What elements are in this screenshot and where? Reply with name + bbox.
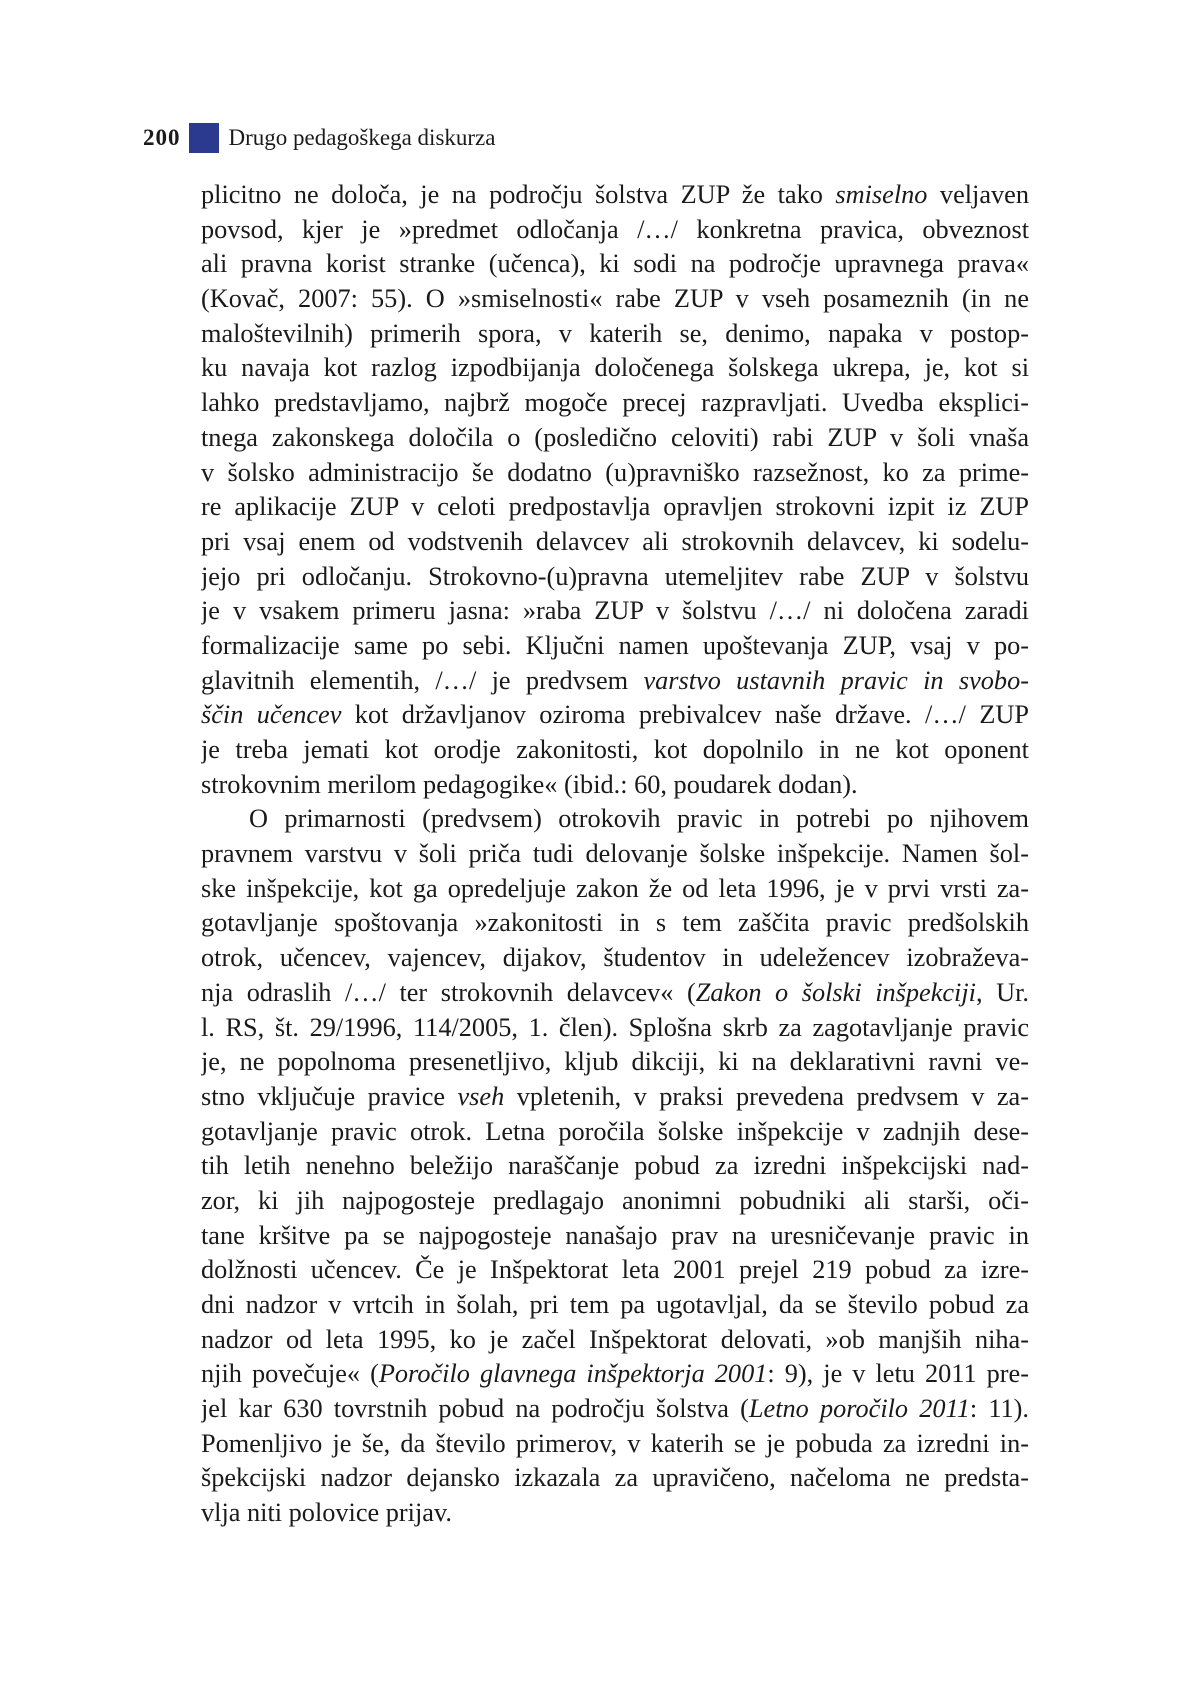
text-line: [201, 178, 1029, 213]
text-segment: jel kar 630 tovrstnih pobud na področju šolstva (: [201, 1394, 749, 1424]
text-segment: gotavljanje spoštovanja »zakonitosti in s tem zaščita pravic predšolskih: [201, 908, 1029, 938]
text-segment: je treba jemati kot orodje zakonitosti, kot dopolnilo in ne kot oponent: [201, 735, 1029, 764]
text-line: [201, 1219, 1029, 1254]
text-segment: njih povečuje« (: [201, 1359, 379, 1389]
text-segment: špekcijski nadzor dejansko izkazala za upravičeno, načeloma ne predsta-: [201, 1463, 1029, 1493]
text-line: [201, 1288, 1029, 1323]
text-segment: gotavljanje pravic otrok. Letna poročila šolske inšpekcije v zadnjih dese-: [201, 1116, 1029, 1146]
text-segment: je v vsakem primeru jasna: »raba ZUP v šolstvu /…/ ni določena zaradi: [201, 596, 1029, 626]
text-segment: : 9), je v letu 2011 pre-: [767, 1359, 1029, 1389]
italic-text: Poročilo glavnega inšpektorja 2001: [378, 1359, 768, 1389]
text-segment: glavitnih elementih, /…/ je predvsem: [201, 665, 644, 695]
text-segment: tih letih nenehno beležijo naraščanje pobud za izredni inšpekcijski nad-: [201, 1151, 1029, 1181]
text-segment: otrok, učencev, vajencev, dijakov, študentov in udeležencev izobraževa-: [201, 943, 1029, 973]
text-line: [201, 213, 1029, 248]
text-segment: pravnem varstvu v šoli priča tudi delovanje šolske inšpekcije. Namen šol-: [201, 839, 1029, 869]
text-segment: kot državljanov oziroma prebivalcev naše države. /…/ ZUP: [341, 700, 1029, 730]
text-line: [201, 802, 1029, 837]
body-text: [201, 178, 1029, 1531]
text-segment: ku navaja kot razlog izpodbijanja določenega šolskega ukrepa, je, kot si: [201, 353, 1029, 383]
text-line: [201, 247, 1029, 282]
text-segment: strokovnim merilom pedagogike« (ibid.: 60, poudarek dodan).: [201, 769, 858, 799]
text-segment: plicitno ne določa, je na področju šolstva ZUP že tako: [201, 180, 836, 209]
text-segment: formalizacije same po sebi. Ključni namen upoštevanja ZUP, vsaj v po-: [201, 630, 1029, 660]
page-number: 200: [143, 125, 181, 150]
text-line: [201, 1392, 1029, 1427]
text-line: [201, 282, 1029, 317]
text-segment: pri vsaj enem od vodstvenih delavcev ali strokovnih delavcev, ki sodelu-: [201, 526, 1029, 556]
text-line: [201, 1323, 1029, 1358]
text-line: [201, 768, 1029, 803]
text-line: [201, 837, 1029, 872]
text-segment: veljaven: [927, 180, 1029, 209]
text-segment: stno vključuje pravice: [201, 1081, 458, 1111]
text-line: [201, 733, 1029, 768]
text-line: [201, 386, 1029, 421]
text-line: [201, 941, 1029, 976]
text-segment: vlja niti polovice prijav.: [201, 1498, 452, 1528]
italic-text: Zakon o šolski inšpekciji: [695, 977, 976, 1007]
text-segment: v šolsko administracijo še dodatno (u)pravniško razsežnost, ko za prime-: [201, 457, 1029, 487]
text-segment: l. RS, št. 29/1996, 114/2005, 1. člen). Splošna skrb za zagotavljanje pravic: [201, 1012, 1029, 1042]
text-segment: re aplikacije ZUP v celoti predpostavlja opravljen strokovni izpit iz ZUP: [201, 492, 1029, 522]
text-segment: jejo pri odločanju. Strokovno-(u)pravna utemeljitev rabe ZUP v šolstvu: [201, 561, 1029, 591]
text-line: [201, 1461, 1029, 1496]
text-segment: dolžnosti učencev. Če je Inšpektorat leta 2001 prejel 219 pobud za izre-: [201, 1255, 1029, 1285]
text-segment: vpletenih, v praksi prevedena predvsem v za-: [504, 1081, 1029, 1111]
text-line: [201, 1357, 1029, 1392]
text-line: [201, 976, 1029, 1011]
running-header: [143, 118, 495, 158]
text-segment: nja odraslih /…/ ter strokovnih delavcev« (: [201, 977, 696, 1007]
text-segment: dni nadzor v vrtcih in šolah, pri tem pa ugotavljal, da se število pobud za: [201, 1290, 1029, 1319]
text-line: [201, 872, 1029, 907]
text-line: [201, 456, 1029, 491]
text-line: [201, 1080, 1029, 1115]
text-line: [201, 1427, 1029, 1462]
text-segment: ske inšpekcije, kot ga opredeljuje zakon že od leta 1996, je v prvi vrsti za-: [201, 873, 1029, 903]
text-segment: O primarnosti (predvsem) otrokovih pravic in potrebi po njihovem: [249, 804, 1029, 834]
text-line: [201, 1115, 1029, 1150]
running-title: Drugo pedagoškega diskurza: [228, 125, 496, 150]
text-segment: (Kovač, 2007: 55). O »smiselnosti« rabe ZUP v vseh posameznih (in ne: [201, 284, 1029, 314]
text-line: [201, 1149, 1029, 1184]
text-line: [201, 698, 1029, 733]
text-line: [201, 664, 1029, 699]
text-segment: maloštevilnih) primerih spora, v katerih se, denimo, napaka v postop-: [201, 318, 1029, 348]
italic-text: vseh: [457, 1081, 505, 1111]
text-segment: nadzor od leta 1995, ko je začel Inšpektorat delovati, »ob manjših niha-: [201, 1324, 1029, 1354]
text-line: [201, 1496, 1029, 1531]
text-line: [201, 525, 1029, 560]
text-line: [201, 1253, 1029, 1288]
text-line: [201, 1011, 1029, 1046]
text-segment: lahko predstavljamo, najbrž mogoče precej razpravljati. Uvedba eksplici-: [201, 388, 1029, 418]
italic-text: varstvo ustavnih pravic in svobo-: [643, 665, 1029, 695]
decorative-square-icon: [189, 123, 219, 153]
text-segment: , Ur.: [975, 977, 1029, 1007]
text-line: [201, 1184, 1029, 1219]
text-segment: zor, ki jih najpogosteje predlagajo anonimni pobudniki ali starši, oči-: [201, 1185, 1029, 1215]
text-line: [201, 906, 1029, 941]
italic-text: Letno poročilo 2011: [748, 1394, 970, 1424]
text-line: [201, 1045, 1029, 1080]
text-line: [201, 317, 1029, 352]
text-line: [201, 560, 1029, 595]
text-segment: je, ne popolnoma presenetljivo, kljub dikciji, ki na deklarativni ravni ve-: [201, 1047, 1029, 1077]
text-segment: povsod, kjer je »predmet odločanja /…/ konkretna pravica, obveznost: [201, 214, 1029, 244]
text-line: [201, 351, 1029, 386]
italic-text: ščin učencev: [201, 700, 342, 730]
text-line: [201, 421, 1029, 456]
text-line: [201, 629, 1029, 664]
text-line: [201, 490, 1029, 525]
italic-text: smiselno: [835, 180, 928, 209]
text-line: [201, 594, 1029, 629]
text-segment: : 11).: [969, 1394, 1029, 1424]
text-segment: tnega zakonskega določila o (posledično celoviti) rabi ZUP v šoli vnaša: [201, 422, 1029, 452]
text-segment: Pomenljivo je še, da število primerov, v katerih se je pobuda za izredni in-: [201, 1428, 1029, 1458]
text-segment: ali pravna korist stranke (učenca), ki sodi na področje upravnega prava«: [201, 249, 1029, 279]
text-segment: tane kršitve pa se najpogosteje nanašajo prav na uresničevanje pravic in: [201, 1220, 1029, 1250]
